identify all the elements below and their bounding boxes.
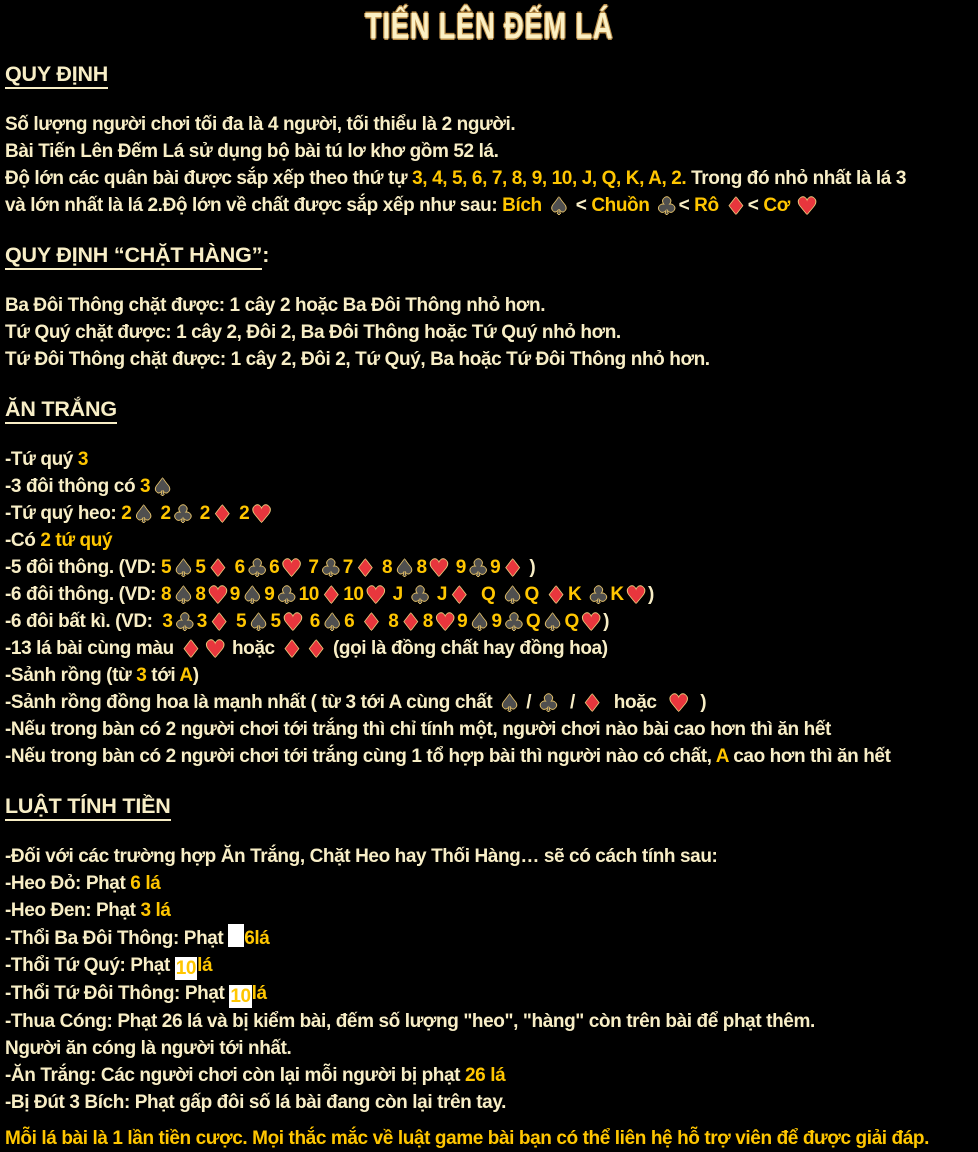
text-segment: -Đối với các trường hợp Ăn Trắng, Chặt Heo hay Thối Hàng… sẽ có cách tính sau: — [5, 846, 718, 867]
section-lines — [5, 446, 974, 770]
rule-line — [5, 743, 974, 770]
section-heading-an-trang — [5, 396, 974, 423]
rule-line — [5, 689, 974, 716]
text-segment: -Ăn Trắng: Các người chơi còn lại mỗi người bị phạt — [5, 1065, 465, 1086]
text-segment: -5 đôi thông. (VD: — [5, 557, 161, 578]
suit-diamond-icon: ♦ — [208, 610, 230, 636]
text-segment: 6 — [229, 557, 245, 578]
text-segment: lá — [251, 983, 267, 1004]
text-segment: -Thổi Tứ Đôi Thông: Phạt — [5, 983, 230, 1004]
text-segment: -Nếu trong bàn có 2 người chơi tới trắng cùng 1 tổ hợp bài thì người nào có chất, — [5, 746, 716, 767]
text-segment: (gọi là đồng chất hay đồng hoa) — [328, 638, 608, 659]
rule-line — [5, 870, 974, 897]
text-segment: 2 — [234, 503, 250, 524]
text-segment: 5 — [160, 557, 172, 578]
suit-spade-icon: ♠ — [241, 583, 263, 609]
suit-diamond-icon: ♦ — [725, 194, 746, 220]
rule-line — [5, 500, 974, 527]
suit-heart-icon: ♥ — [434, 610, 456, 636]
text-segment: 7 — [342, 557, 353, 578]
text-segment: và lớn nhất là lá 2.Độ lớn về chất được sắp xếp như sau: — [5, 195, 503, 216]
section-heading-text: ĂN TRẮNG — [5, 397, 117, 424]
suit-diamond-icon: ♦ — [354, 556, 376, 582]
text-segment: -Có — [5, 530, 41, 551]
suit-heart-icon: ♥ — [796, 194, 817, 220]
text-segment: 3, 4, 5, 6, 7, 8, 9, 10, J, Q, K, A, 2. — [412, 168, 687, 189]
suit-heart-icon: ♥ — [204, 637, 226, 663]
suit-club-icon: ♣ — [588, 583, 609, 609]
text-segment: A — [179, 665, 193, 686]
rule-line — [5, 843, 974, 870]
text-segment: 2 — [121, 503, 132, 524]
text-segment: -Thổi Ba Đôi Thông: Phạt — [5, 928, 229, 949]
suit-spade-icon: ♠ — [499, 691, 520, 717]
text-segment: 8 — [422, 611, 433, 632]
text-segment: -Thổi Tứ Quý: Phạt — [5, 955, 175, 976]
text-segment: 5 — [231, 611, 247, 632]
suit-spade-icon: ♠ — [248, 610, 269, 636]
text-segment: 3 — [77, 449, 88, 470]
text-segment: 8 — [416, 557, 427, 578]
text-segment: < — [747, 195, 764, 216]
text-segment: 9 — [450, 557, 466, 578]
suit-club-icon: ♣ — [246, 556, 268, 582]
rule-line — [5, 192, 974, 219]
suit-spade-icon: ♠ — [152, 475, 173, 501]
text-segment: -Heo Đỏ: Phạt — [5, 873, 131, 894]
footer-note: Mỗi lá bài là 1 lần tiền cược. Mọi thắc mắc về luật game bài bạn có thể liên hệ hỗ trợ viên để được giải đáp. — [5, 1128, 929, 1149]
rule-line — [5, 446, 974, 473]
text-segment: hoặc — [604, 692, 667, 713]
highlight-box — [228, 924, 244, 947]
text-segment: ) — [690, 692, 707, 713]
rule-line — [5, 165, 974, 192]
text-segment: ) — [647, 584, 654, 605]
rule-line — [5, 111, 974, 138]
text-segment: J — [387, 584, 408, 605]
rule-line — [5, 1008, 974, 1035]
suit-spade-icon: ♠ — [173, 556, 194, 582]
text-segment: ) — [603, 611, 610, 632]
page-title — [0, 0, 978, 49]
text-segment: Q — [524, 584, 544, 605]
text-segment: Người ăn cóng là người tới nhất. — [5, 1038, 292, 1059]
rule-line — [5, 662, 974, 689]
text-segment: 2 — [155, 503, 171, 524]
text-segment: 9 — [490, 557, 501, 578]
text-segment: lá — [197, 955, 213, 976]
suit-spade-icon: ♠ — [502, 583, 523, 609]
suit-club-icon: ♣ — [409, 583, 430, 609]
text-segment: 6 — [304, 611, 320, 632]
suit-club-icon: ♣ — [503, 610, 524, 636]
rule-line — [5, 473, 974, 500]
suit-diamond-icon: ♦ — [180, 637, 201, 663]
suit-heart-icon: ♥ — [281, 556, 302, 582]
text-segment: tới — [146, 665, 180, 686]
text-segment: 26 lá — [464, 1065, 506, 1086]
text-segment: -Sảnh rồng (từ — [5, 665, 137, 686]
suit-club-icon: ♣ — [656, 194, 677, 220]
text-segment: 5 — [270, 611, 281, 632]
text-segment: -Nếu trong bàn có 2 người chơi tới trắng thì chỉ tính một, người chơi nào bài cao hơn thì ăn hết — [5, 719, 831, 740]
text-segment: -6 đôi thông. (VD: — [5, 584, 161, 605]
rule-line — [5, 924, 974, 952]
section-heading-text: QUY ĐỊNH “CHẶT HÀNG” — [5, 243, 262, 270]
suit-spade-icon: ♠ — [394, 556, 415, 582]
text-segment: -Thua Cóng: Phạt 26 lá và bị kiểm bài, đếm số lượng "heo", "hàng" còn trên bài để phạt thêm. — [5, 1011, 815, 1032]
rule-line — [5, 1062, 974, 1089]
text-segment: J — [431, 584, 447, 605]
suit-heart-icon: ♥ — [428, 556, 449, 582]
highlight-box: 10 — [230, 986, 251, 1007]
section-luat-tinh-tien — [5, 793, 974, 1116]
rule-line — [5, 1089, 974, 1116]
suit-club-icon: ♣ — [320, 556, 341, 582]
text-segment: 10 — [343, 584, 364, 605]
suit-diamond-icon: ♦ — [305, 637, 327, 663]
rule-line — [5, 581, 974, 608]
section-lines — [5, 292, 974, 373]
section-chat-hang — [5, 242, 974, 373]
rule-line — [5, 608, 974, 635]
suit-club-icon: ♣ — [174, 610, 195, 636]
suit-diamond-icon: ♦ — [502, 556, 523, 582]
text-segment: -Sảnh rồng đồng hoa là mạnh nhất ( từ 3 tới A cùng chất — [5, 692, 498, 713]
text-segment: K — [610, 584, 624, 605]
text-segment: -6 đôi bất kì. (VD: — [5, 611, 163, 632]
text-segment: 7 — [303, 557, 319, 578]
text-segment: < — [678, 195, 695, 216]
text-segment: 6 — [269, 557, 280, 578]
text-segment: 9 — [264, 584, 275, 605]
suit-spade-icon: ♠ — [173, 583, 194, 609]
text-segment: Ba Đôi Thông chặt được: 1 cây 2 hoặc Ba Đôi Thông nhỏ hơn. — [5, 295, 546, 316]
text-segment: -Tứ quý — [5, 449, 78, 470]
text-segment: Q — [471, 584, 501, 605]
suit-diamond-icon: ♦ — [400, 610, 421, 636]
rule-line — [5, 138, 974, 165]
rule-line — [5, 346, 974, 373]
rule-line — [5, 527, 974, 554]
suit-diamond-icon: ♦ — [207, 556, 228, 582]
suit-diamond-icon: ♦ — [448, 583, 470, 609]
suit-heart-icon: ♥ — [365, 583, 386, 609]
text-segment: 9 — [491, 611, 502, 632]
text-segment: cao hơn thì ăn hết — [728, 746, 891, 767]
text-segment: < — [570, 195, 592, 216]
section-lines — [5, 111, 974, 219]
text-segment: ) — [524, 557, 536, 578]
suit-club-icon: ♣ — [467, 556, 489, 582]
text-segment: -Bị Đút 3 Bích: Phạt gấp đôi số lá bài đang còn lại trên tay. — [5, 1092, 506, 1113]
section-heading-chat-hang — [5, 242, 974, 269]
text-segment: 8 — [195, 584, 206, 605]
text-segment: 5 — [195, 557, 206, 578]
suit-diamond-icon: ♦ — [320, 583, 342, 609]
text-segment: 3 — [196, 611, 207, 632]
text-segment: / — [521, 692, 537, 713]
text-segment: 10 — [298, 584, 319, 605]
suit-heart-icon: ♥ — [625, 583, 646, 609]
text-segment: Rô — [694, 195, 724, 216]
rule-line — [5, 1035, 974, 1062]
text-segment: K — [567, 584, 587, 605]
rule-line — [5, 319, 974, 346]
rule-line — [5, 716, 974, 743]
suit-diamond-icon: ♦ — [361, 610, 382, 636]
text-segment: 6 lá — [130, 873, 161, 894]
page-title-text: TIẾN LÊN ĐẾM LÁ — [364, 5, 614, 47]
text-segment: Độ lớn các quân bài được sắp xếp theo thứ tự — [5, 168, 413, 189]
suit-club-icon: ♣ — [538, 691, 559, 717]
text-segment: -13 lá bài cùng màu — [5, 638, 179, 659]
rule-line — [5, 292, 974, 319]
text-segment: Cơ — [763, 195, 795, 216]
text-segment: 8 — [160, 584, 172, 605]
text-segment: Tứ Quý chặt được: 1 cây 2, Đôi 2, Ba Đôi Thông hoặc Tứ Quý nhỏ hơn. — [5, 322, 621, 343]
suit-heart-icon: ♥ — [668, 691, 689, 717]
text-segment: Tứ Đôi Thông chặt được: 1 cây 2, Đôi 2, Tứ Quý, Ba hoặc Tứ Đôi Thông nhỏ hơn. — [5, 349, 710, 370]
suit-club-icon: ♣ — [172, 502, 193, 528]
suit-heart-icon: ♥ — [207, 583, 228, 609]
text-segment: 3 — [140, 476, 151, 497]
text-segment: hoặc — [227, 638, 280, 659]
rule-line — [5, 980, 974, 1008]
rule-line — [5, 897, 974, 924]
text-segment: Q — [525, 611, 541, 632]
text-segment: Bích — [502, 195, 547, 216]
suit-heart-icon: ♥ — [580, 610, 602, 636]
text-segment: Chuồn — [591, 195, 655, 216]
text-segment: ) — [192, 665, 199, 686]
section-lines — [5, 843, 974, 1116]
text-segment: 9 — [457, 611, 468, 632]
rule-line — [5, 952, 974, 980]
text-segment: 6lá — [244, 928, 270, 949]
section-heading-luat-tinh-tien — [5, 793, 974, 820]
rules-content — [0, 61, 978, 1116]
text-segment: Bài Tiến Lên Đếm Lá sử dụng bộ bài tú lơ khơ gồm 52 lá. — [5, 141, 499, 162]
suit-diamond-icon: ♦ — [211, 502, 233, 528]
text-segment: 3 — [136, 665, 147, 686]
suit-club-icon: ♣ — [276, 583, 297, 609]
text-segment: -3 đôi thông có — [5, 476, 141, 497]
suit-spade-icon: ♠ — [548, 194, 569, 220]
text-segment: A — [715, 746, 729, 767]
text-segment: Q — [564, 611, 579, 632]
section-heading-suffix: : — [262, 243, 270, 267]
suit-diamond-icon: ♦ — [581, 691, 603, 717]
text-segment: 3 — [162, 611, 173, 632]
suit-diamond-icon: ♦ — [545, 583, 566, 609]
text-segment: 6 — [344, 611, 360, 632]
text-segment: -Heo Đen: Phạt — [5, 900, 141, 921]
text-segment: 8 — [383, 611, 399, 632]
highlight-box: 10 — [175, 958, 197, 979]
suit-diamond-icon: ♦ — [281, 637, 302, 663]
rule-line — [5, 554, 974, 581]
text-segment: 9 — [229, 584, 240, 605]
text-segment: Trong đó nhỏ nhất là lá 3 — [686, 168, 906, 189]
text-segment: / — [560, 692, 580, 713]
suit-heart-icon: ♥ — [282, 610, 303, 636]
text-segment: 2 tứ quý — [40, 530, 113, 551]
suit-spade-icon: ♠ — [133, 502, 154, 528]
section-quy-dinh — [5, 61, 974, 219]
section-an-trang — [5, 396, 974, 770]
section-heading-text: LUẬT TÍNH TIỀN — [5, 794, 171, 821]
section-heading-text: QUY ĐỊNH — [5, 62, 108, 89]
text-segment: 3 lá — [140, 900, 171, 921]
section-heading-quy-dinh — [5, 61, 974, 88]
text-segment: -Tứ quý heo: — [5, 503, 122, 524]
text-segment: 2 — [194, 503, 210, 524]
suit-spade-icon: ♠ — [542, 610, 563, 636]
rule-line — [5, 635, 974, 662]
suit-heart-icon: ♥ — [251, 502, 272, 528]
text-segment: Số lượng người chơi tối đa là 4 người, tối thiểu là 2 người. — [5, 114, 516, 135]
suit-spade-icon: ♠ — [321, 610, 343, 636]
text-segment: 8 — [377, 557, 393, 578]
suit-spade-icon: ♠ — [469, 610, 490, 636]
